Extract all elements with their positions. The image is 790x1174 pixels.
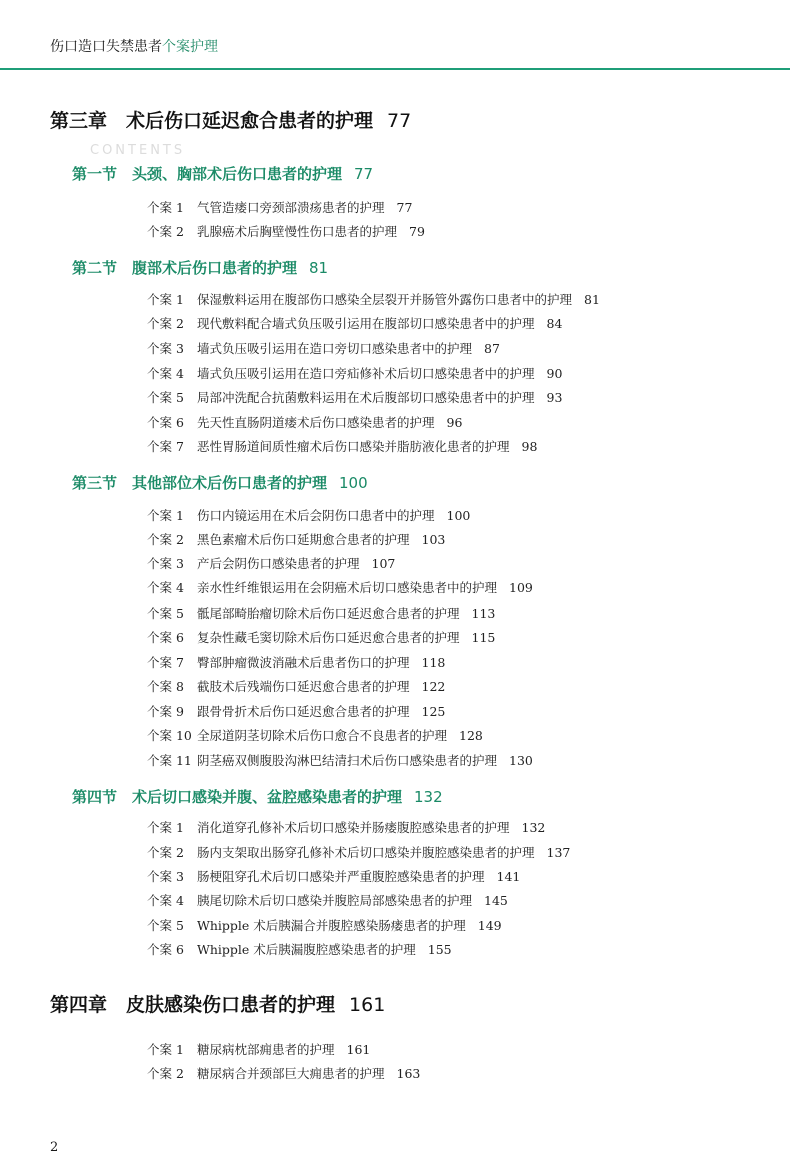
case-title: 肠内支架取出肠穿孔修补术后切口感染并腹腔感染患者的护理 [197, 845, 535, 860]
toc-entry[interactable] [147, 891, 508, 909]
toc-entry[interactable] [147, 437, 537, 455]
toc-entry[interactable] [147, 726, 483, 744]
case-label: 个案 2 [147, 316, 184, 331]
toc-entry[interactable] [147, 818, 545, 836]
case-title: 现代敷料配合墙式负压吸引运用在腹部切口感染患者中的护理 [197, 316, 535, 331]
toc-entry[interactable] [147, 554, 395, 572]
case-label: 个案 6 [147, 942, 184, 957]
case-title: 黑色素瘤术后伤口延期愈合患者的护理 [197, 532, 410, 547]
chapter-title: 第四章 皮肤感染伤口患者的护理 [50, 994, 336, 1016]
case-title: 糖尿病枕部痈患者的护理 [197, 1042, 335, 1057]
case-title: 全尿道阴茎切除术后伤口愈合不良患者的护理 [197, 728, 448, 743]
toc-entry[interactable] [147, 1064, 420, 1082]
header-rule [0, 68, 790, 70]
section-heading[interactable] [72, 163, 373, 184]
section-title: 第一节 头颈、胸部术后伤口患者的护理 [72, 165, 343, 183]
page-number: 2 [50, 1140, 59, 1155]
case-page: 90 [546, 366, 563, 381]
toc-entry[interactable] [147, 198, 412, 216]
case-label: 个案 8 [147, 679, 184, 694]
case-label: 个案 2 [147, 224, 184, 239]
case-page: 103 [421, 532, 446, 547]
case-label: 个案 1 [147, 1042, 184, 1057]
case-page: 81 [584, 292, 600, 307]
case-label: 个案 4 [147, 893, 184, 908]
section-page: 77 [354, 165, 374, 183]
section-title: 第三节 其他部位术后伤口患者的护理 [72, 474, 328, 492]
case-title: Whipple 术后胰漏腹腔感染患者的护理 [197, 942, 416, 957]
case-title: 胰尾切除术后切口感染并腹腔局部感染患者的护理 [197, 893, 473, 908]
toc-entry[interactable] [147, 339, 500, 357]
section-heading[interactable] [72, 257, 328, 278]
case-title: 截肢术后残端伤口延迟愈合患者的护理 [197, 679, 410, 694]
chapter-title: 第三章 术后伤口延迟愈合患者的护理 [50, 110, 374, 132]
case-page: 100 [446, 508, 471, 523]
case-page: 107 [371, 556, 396, 571]
section-page: 81 [309, 259, 329, 277]
toc-entry[interactable] [147, 290, 600, 308]
case-label: 个案 6 [147, 630, 184, 645]
toc-entry[interactable] [147, 222, 425, 240]
case-title: 跟骨骨折术后伤口延迟愈合患者的护理 [197, 704, 410, 719]
running-header [50, 36, 218, 56]
case-page: 130 [509, 753, 533, 768]
section-title: 第四节 术后切口感染并腹、盆腔感染患者的护理 [72, 788, 403, 806]
case-label: 个案 2 [147, 532, 184, 547]
case-title: 阴茎癌双侧腹股沟淋巴结清扫术后伤口感染患者的护理 [197, 753, 498, 768]
case-page: 87 [484, 341, 500, 356]
case-page: 161 [346, 1042, 371, 1057]
case-page: 155 [427, 942, 452, 957]
case-page: 77 [396, 200, 413, 215]
case-page: 132 [521, 820, 546, 835]
case-page: 145 [484, 893, 508, 908]
case-label: 个案 1 [147, 508, 184, 523]
toc-entry[interactable] [147, 940, 452, 958]
case-title: 糖尿病合并颈部巨大痈患者的护理 [197, 1066, 385, 1081]
section-page: 100 [339, 474, 368, 492]
toc-entry[interactable] [147, 653, 445, 671]
toc-entry[interactable] [147, 916, 502, 934]
case-label: 个案 9 [147, 704, 184, 719]
case-title: 亲水性纤维银运用在会阴癌术后切口感染患者中的护理 [197, 580, 498, 595]
section-heading[interactable] [72, 472, 368, 493]
toc-entry[interactable] [147, 843, 570, 861]
chapter-heading[interactable] [50, 990, 385, 1017]
case-label: 个案 6 [147, 415, 184, 430]
case-title: 保湿敷料运用在腹部伤口感染全层裂开并肠管外露伤口患者中的护理 [197, 292, 573, 307]
case-label: 个案 3 [147, 556, 184, 571]
case-page: 118 [421, 655, 446, 670]
case-label: 个案 4 [147, 366, 184, 381]
case-page: 96 [446, 415, 463, 430]
toc-entry[interactable] [147, 364, 562, 382]
case-label: 个案 1 [147, 820, 184, 835]
toc-entry[interactable] [147, 388, 562, 406]
toc-entry[interactable] [147, 1040, 370, 1058]
case-title: 局部冲洗配合抗菌敷料运用在术后腹部切口感染患者中的护理 [197, 390, 535, 405]
toc-entry[interactable] [147, 702, 445, 720]
case-page: 141 [496, 869, 521, 884]
toc-entry[interactable] [147, 604, 495, 622]
case-label: 个案 1 [147, 292, 184, 307]
case-page: 163 [396, 1066, 421, 1081]
toc-entry[interactable] [147, 506, 470, 524]
case-page: 149 [477, 918, 502, 933]
case-title: 骶尾部畸胎瘤切除术后伤口延迟愈合患者的护理 [197, 606, 460, 621]
toc-entry[interactable] [147, 413, 462, 431]
case-page: 113 [471, 606, 496, 621]
section-heading[interactable] [72, 786, 443, 807]
case-title: 肠梗阻穿孔术后切口感染并严重腹腔感染患者的护理 [197, 869, 485, 884]
toc-entry[interactable] [147, 867, 520, 885]
toc-entry[interactable] [147, 314, 562, 332]
case-label: 个案 10 [147, 728, 192, 743]
case-title: 伤口内镜运用在术后会阴伤口患者中的护理 [197, 508, 435, 523]
case-page: 79 [409, 224, 425, 239]
case-title: 先天性直肠阴道瘘术后伤口感染患者的护理 [197, 415, 435, 430]
case-title: 墙式负压吸引运用在造口旁疝修补术后切口感染患者中的护理 [197, 366, 535, 381]
case-title: 臀部肿瘤微波消融术后患者伤口的护理 [197, 655, 410, 670]
case-label: 个案 7 [147, 655, 184, 670]
case-page: 115 [471, 630, 496, 645]
case-page: 109 [509, 580, 533, 595]
case-page: 84 [546, 316, 563, 331]
chapter-page: 161 [349, 994, 386, 1016]
section-title: 第二节 腹部术后伤口患者的护理 [72, 259, 298, 277]
case-title: 消化道穿孔修补术后切口感染并肠瘘腹腔感染患者的护理 [197, 820, 510, 835]
toc-entry[interactable] [147, 578, 533, 596]
case-label: 个案 5 [147, 390, 184, 405]
case-title: 乳腺癌术后胸壁慢性伤口患者的护理 [197, 224, 398, 239]
case-label: 个案 1 [147, 200, 184, 215]
case-label: 个案 2 [147, 845, 184, 860]
toc-entry[interactable] [147, 628, 495, 646]
case-title: 复杂性藏毛窦切除术后伤口延迟愈合患者的护理 [197, 630, 460, 645]
case-title: 气管造瘘口旁颈部溃疡患者的护理 [197, 200, 385, 215]
case-title: 恶性胃肠道间质性瘤术后伤口感染并脂肪液化患者的护理 [197, 439, 510, 454]
toc-entry[interactable] [147, 677, 445, 695]
section-page: 132 [414, 788, 443, 806]
case-page: 125 [421, 704, 446, 719]
case-title: 墙式负压吸引运用在造口旁切口感染患者中的护理 [197, 341, 473, 356]
case-label: 个案 3 [147, 341, 184, 356]
case-label: 个案 5 [147, 918, 184, 933]
case-page: 128 [459, 728, 483, 743]
case-label: 个案 2 [147, 1066, 184, 1081]
case-page: 98 [521, 439, 538, 454]
case-label: 个案 5 [147, 606, 184, 621]
case-title: 产后会阴伤口感染患者的护理 [197, 556, 360, 571]
chapter-heading[interactable] [50, 106, 411, 133]
chapter-page: 77 [387, 110, 412, 132]
bleed-through-watermark: CONTENTS [90, 143, 186, 158]
toc-entry[interactable] [147, 751, 533, 769]
case-label: 个案 11 [147, 753, 192, 768]
case-label: 个案 3 [147, 869, 184, 884]
case-label: 个案 7 [147, 439, 184, 454]
case-page: 137 [546, 845, 571, 860]
case-title: Whipple 术后胰漏合并腹腔感染肠瘘患者的护理 [197, 918, 466, 933]
case-page: 122 [421, 679, 446, 694]
case-page: 93 [546, 390, 563, 405]
toc-entry[interactable] [147, 530, 445, 548]
header-prefix: 伤口造口失禁患者 [50, 39, 162, 55]
case-label: 个案 4 [147, 580, 184, 595]
header-accent: 个案护理 [162, 39, 218, 55]
